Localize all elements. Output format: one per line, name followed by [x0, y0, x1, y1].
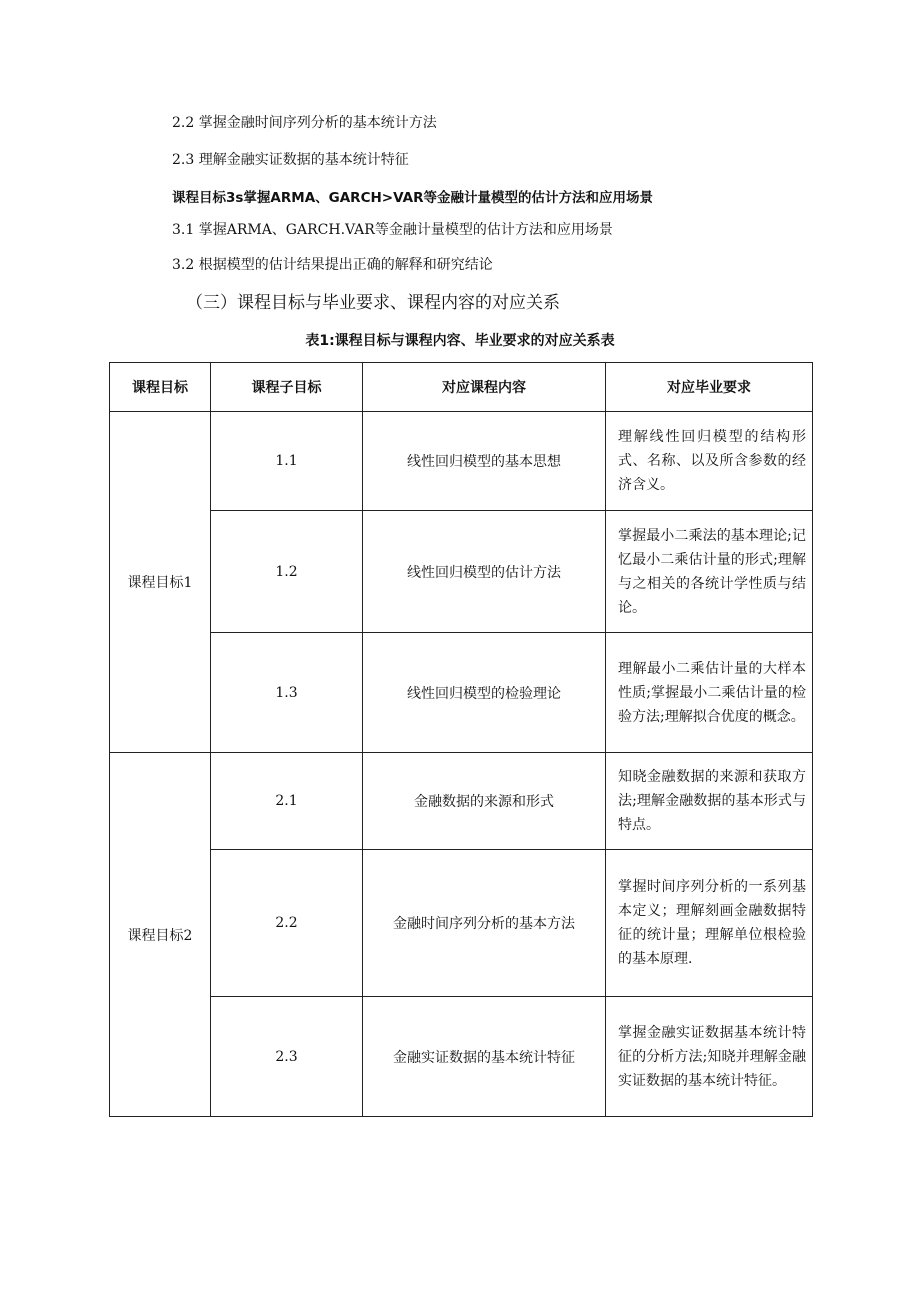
content-cell: 线性回归模型的基本思想	[363, 412, 606, 511]
requirement-cell: 掌握最小二乘法的基本理论;记忆最小二乘估计量的形式;理解与之相关的各统计学性质与结论。	[606, 511, 813, 633]
paragraph-3-2: 3.2 根据模型的估计结果提出正确的解释和研究结论	[172, 257, 493, 273]
goal-cell: 课程目标2	[110, 753, 211, 1117]
paragraph-goal-3: 课程目标3s掌握ARMA、GARCH>VAR等金融计量模型的估计方法和应用场景	[172, 190, 653, 206]
header-goal: 课程目标	[110, 363, 211, 412]
subgoal-cell: 1.3	[211, 633, 363, 753]
subgoal-cell: 2.2	[211, 850, 363, 997]
content-cell: 金融数据的来源和形式	[363, 753, 606, 850]
section-heading: （三）课程目标与毕业要求、课程内容的对应关系	[186, 293, 560, 313]
requirement-cell: 理解最小二乘估计量的大样本性质;掌握最小二乘估计量的检验方法;理解拟合优度的概念。	[606, 633, 813, 753]
requirement-cell: 知晓金融数据的来源和获取方法;理解金融数据的基本形式与特点。	[606, 753, 813, 850]
paragraph-2-2: 2.2 掌握金融时间序列分析的基本统计方法	[172, 115, 437, 131]
table-row	[110, 850, 813, 997]
content-cell: 线性回归模型的估计方法	[363, 511, 606, 633]
paragraph-3-1: 3.1 掌握ARMA、GARCH.VAR等金融计量模型的估计方法和应用场景	[172, 222, 613, 238]
content-cell: 金融实证数据的基本统计特征	[363, 997, 606, 1117]
table-header-row	[110, 363, 813, 412]
subgoal-cell: 1.2	[211, 511, 363, 633]
subgoal-cell: 1.1	[211, 412, 363, 511]
mapping-table	[109, 362, 813, 1117]
subgoal-cell: 2.1	[211, 753, 363, 850]
table-row	[110, 997, 813, 1117]
content-cell: 金融时间序列分析的基本方法	[363, 850, 606, 997]
header-subgoal: 课程子目标	[211, 363, 363, 412]
subgoal-cell: 2.3	[211, 997, 363, 1117]
header-content: 对应课程内容	[363, 363, 606, 412]
paragraph-2-3: 2.3 理解金融实证数据的基本统计特征	[172, 152, 409, 168]
table-row	[110, 511, 813, 633]
requirement-cell: 理解线性回归模型的结构形式、名称、以及所含参数的经济含义。	[606, 412, 813, 511]
table-row	[110, 753, 813, 850]
header-requirement: 对应毕业要求	[606, 363, 813, 412]
goal-cell: 课程目标1	[110, 412, 211, 753]
table-row	[110, 633, 813, 753]
requirement-cell: 掌握金融实证数据基本统计特征的分析方法;知晓并理解金融实证数据的基本统计特征。	[606, 997, 813, 1117]
requirement-cell: 掌握时间序列分析的一系列基本定义；理解刻画金融数据特征的统计量；理解单位根检验的基本原理.	[606, 850, 813, 997]
table-caption: 表1:课程目标与课程内容、毕业要求的对应关系表	[305, 333, 615, 349]
table-row	[110, 412, 813, 511]
content-cell: 线性回归模型的检验理论	[363, 633, 606, 753]
